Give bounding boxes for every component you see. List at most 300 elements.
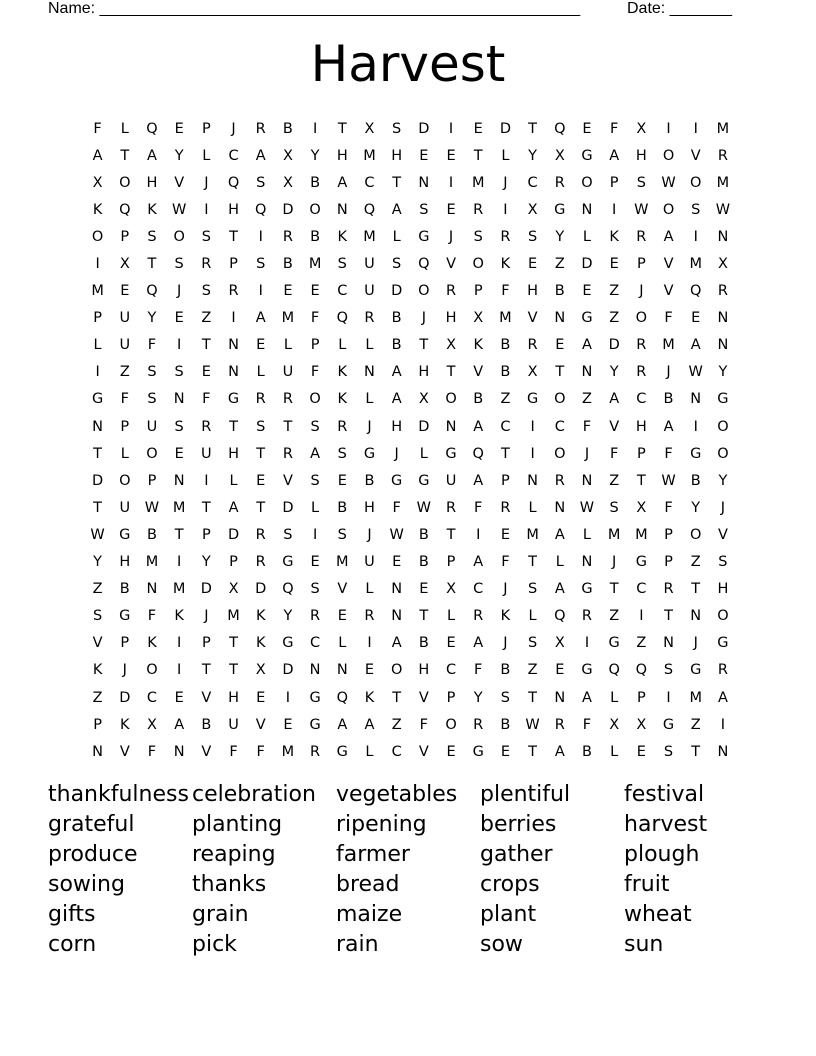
grid-letter[interactable]: I xyxy=(285,689,291,706)
grid-letter[interactable]: H xyxy=(418,364,430,381)
grid-letter[interactable]: N xyxy=(146,581,158,598)
grid-letter[interactable]: T xyxy=(392,689,402,706)
grid-letter[interactable]: F xyxy=(120,391,129,408)
grid-letter[interactable]: X xyxy=(636,120,647,137)
grid-letter[interactable]: N xyxy=(554,689,566,706)
grid-letter[interactable]: N xyxy=(717,228,729,245)
grid-letter[interactable]: Z xyxy=(500,391,511,408)
grid-letter[interactable]: H xyxy=(445,310,457,327)
grid-letter[interactable]: W xyxy=(661,174,676,191)
grid-letter[interactable]: B xyxy=(119,581,130,598)
grid-letter[interactable]: L xyxy=(311,499,320,516)
grid-letter[interactable]: K xyxy=(147,201,157,218)
grid-letter[interactable]: A xyxy=(690,337,701,354)
grid-letter[interactable]: F xyxy=(609,445,619,462)
grid-letter[interactable]: H xyxy=(391,147,403,164)
grid-letter[interactable]: T xyxy=(636,472,646,489)
grid-letter[interactable]: T xyxy=(446,364,456,381)
grid-letter[interactable]: A xyxy=(391,201,402,218)
grid-letter[interactable]: S xyxy=(419,201,429,218)
grid-letter[interactable]: B xyxy=(663,391,674,408)
grid-letter[interactable]: J xyxy=(394,445,399,462)
grid-letter[interactable]: N xyxy=(690,608,702,625)
grid-letter[interactable]: N xyxy=(445,418,457,435)
grid-letter[interactable]: J xyxy=(503,635,508,652)
grid-letter[interactable]: P xyxy=(120,418,130,435)
grid-letter[interactable]: F xyxy=(664,310,673,327)
grid-letter[interactable]: Z xyxy=(92,689,103,706)
grid-letter[interactable]: G xyxy=(690,445,702,462)
grid-letter[interactable]: F xyxy=(419,716,429,733)
grid-letter[interactable]: U xyxy=(364,554,375,571)
grid-letter[interactable]: S xyxy=(201,283,211,300)
grid-letter[interactable]: Q xyxy=(119,201,131,218)
grid-letter[interactable]: B xyxy=(500,337,511,354)
grid-letter[interactable]: B xyxy=(146,526,157,543)
grid-letter[interactable]: I xyxy=(448,174,454,191)
grid-letter[interactable]: D xyxy=(200,581,212,598)
grid-letter[interactable]: U xyxy=(228,716,239,733)
grid-letter[interactable]: X xyxy=(717,256,728,273)
grid-letter[interactable]: P xyxy=(229,256,238,273)
grid-letter[interactable]: E xyxy=(500,743,510,760)
grid-letter[interactable]: S xyxy=(718,554,728,571)
grid-letter[interactable]: W xyxy=(715,201,731,218)
grid-letter[interactable]: L xyxy=(283,337,292,354)
grid-letter[interactable]: W xyxy=(90,526,105,543)
grid-letter[interactable]: X xyxy=(636,499,647,516)
grid-letter[interactable]: P xyxy=(201,120,211,137)
grid-letter[interactable]: K xyxy=(337,364,348,381)
grid-letter[interactable]: I xyxy=(612,201,617,218)
grid-letter[interactable]: R xyxy=(554,174,565,191)
grid-letter[interactable]: G xyxy=(119,526,131,543)
grid-letter[interactable]: R xyxy=(717,147,728,164)
grid-letter[interactable]: A xyxy=(391,635,402,652)
grid-letter[interactable]: V xyxy=(201,689,212,706)
grid-letter[interactable]: R xyxy=(255,554,266,571)
grid-letter[interactable]: E xyxy=(473,120,483,137)
grid-letter[interactable]: L xyxy=(338,337,347,354)
grid-letter[interactable]: R xyxy=(201,418,212,435)
grid-letter[interactable]: R xyxy=(310,743,321,760)
grid-letter[interactable]: V xyxy=(527,310,538,327)
grid-letter[interactable]: U xyxy=(364,256,375,273)
grid-letter[interactable]: W xyxy=(579,499,595,516)
grid-letter[interactable]: F xyxy=(392,499,401,516)
grid-letter[interactable]: T xyxy=(691,743,701,760)
grid-letter[interactable]: S xyxy=(147,228,157,245)
grid-letter[interactable]: L xyxy=(446,608,456,625)
grid-letter[interactable]: G xyxy=(445,445,457,462)
grid-letter[interactable]: I xyxy=(204,472,209,489)
grid-letter[interactable]: G xyxy=(309,716,321,733)
grid-letter[interactable]: E xyxy=(419,581,429,598)
grid-letter[interactable]: O xyxy=(690,174,702,191)
grid-letter[interactable]: B xyxy=(310,228,321,245)
grid-letter[interactable]: A xyxy=(364,716,375,733)
grid-letter[interactable]: J xyxy=(639,283,644,300)
grid-letter[interactable]: Q xyxy=(635,662,648,679)
grid-letter[interactable]: T xyxy=(691,581,701,598)
grid-letter[interactable]: Z xyxy=(609,310,620,327)
grid-letter[interactable]: Q xyxy=(472,445,484,462)
grid-letter[interactable]: A xyxy=(310,445,321,462)
grid-letter[interactable]: L xyxy=(93,337,102,354)
grid-letter[interactable]: L xyxy=(610,743,619,760)
grid-letter[interactable]: Y xyxy=(718,472,728,489)
grid-letter[interactable]: C xyxy=(228,147,239,164)
name-field-label[interactable]: Name: ______________________________________________________ xyxy=(48,0,581,17)
grid-letter[interactable]: R xyxy=(636,364,647,381)
grid-letter[interactable]: N xyxy=(717,743,729,760)
grid-letter[interactable]: B xyxy=(690,472,701,489)
grid-letter[interactable]: P xyxy=(201,635,211,652)
grid-letter[interactable]: S xyxy=(310,581,320,598)
grid-letter[interactable]: F xyxy=(582,716,592,733)
grid-letter[interactable]: O xyxy=(717,445,729,462)
grid-letter[interactable]: H xyxy=(418,662,430,679)
grid-letter[interactable]: Z xyxy=(690,554,701,571)
grid-letter[interactable]: R xyxy=(527,337,538,354)
grid-letter[interactable]: N xyxy=(336,662,348,679)
grid-letter[interactable]: T xyxy=(201,337,211,354)
grid-letter[interactable]: O xyxy=(581,174,593,191)
grid-letter[interactable]: I xyxy=(476,526,481,543)
grid-letter[interactable]: O xyxy=(472,256,484,273)
grid-letter[interactable]: Q xyxy=(336,310,348,327)
grid-letter[interactable]: M xyxy=(145,554,159,571)
grid-letter[interactable]: N xyxy=(228,337,239,354)
grid-letter[interactable]: X xyxy=(92,174,103,191)
grid-letter[interactable]: F xyxy=(474,499,483,516)
grid-letter[interactable]: A xyxy=(92,147,103,164)
grid-letter[interactable]: K xyxy=(120,716,130,733)
grid-letter[interactable]: J xyxy=(204,174,209,191)
grid-letter[interactable]: K xyxy=(473,337,483,354)
grid-letter[interactable]: M xyxy=(281,310,295,327)
grid-letter[interactable]: N xyxy=(92,418,104,435)
grid-letter[interactable]: O xyxy=(119,174,131,191)
grid-letter[interactable]: E xyxy=(174,120,184,137)
grid-letter[interactable]: L xyxy=(338,635,347,652)
grid-letter[interactable]: A xyxy=(609,391,620,408)
grid-letter[interactable]: N xyxy=(228,364,239,381)
grid-letter[interactable]: C xyxy=(391,743,402,760)
grid-letter[interactable]: J xyxy=(666,364,671,381)
grid-letter[interactable]: X xyxy=(527,201,538,218)
grid-letter[interactable]: X xyxy=(255,662,266,679)
grid-letter[interactable]: T xyxy=(500,445,510,462)
grid-letter[interactable]: V xyxy=(663,283,674,300)
grid-letter[interactable]: J xyxy=(503,174,508,191)
grid-letter[interactable]: T xyxy=(664,608,673,625)
grid-letter[interactable]: K xyxy=(92,201,103,218)
grid-letter[interactable]: C xyxy=(473,581,484,598)
grid-letter[interactable]: M xyxy=(308,256,322,273)
grid-letter[interactable]: O xyxy=(554,391,566,408)
grid-letter[interactable]: X xyxy=(147,716,157,733)
grid-letter[interactable]: X xyxy=(446,581,456,598)
grid-letter[interactable]: R xyxy=(636,228,647,245)
grid-letter[interactable]: T xyxy=(283,418,293,435)
grid-letter[interactable]: N xyxy=(554,310,566,327)
grid-letter[interactable]: D xyxy=(499,120,511,137)
grid-letter[interactable]: S xyxy=(147,391,157,408)
grid-letter[interactable]: R xyxy=(554,472,565,489)
grid-letter[interactable]: R xyxy=(500,499,511,516)
grid-letter[interactable]: I xyxy=(177,337,182,354)
grid-letter[interactable]: S xyxy=(691,201,701,218)
grid-letter[interactable]: A xyxy=(663,418,674,435)
grid-letter[interactable]: U xyxy=(146,418,158,435)
grid-letter[interactable]: S xyxy=(201,228,211,245)
grid-letter[interactable]: N xyxy=(581,201,593,218)
grid-letter[interactable]: S xyxy=(174,364,184,381)
grid-letter[interactable]: X xyxy=(609,716,620,733)
grid-letter[interactable]: M xyxy=(716,120,730,137)
grid-letter[interactable]: Y xyxy=(174,147,184,164)
grid-letter[interactable]: G xyxy=(418,228,430,245)
grid-letter[interactable]: T xyxy=(229,418,238,435)
grid-letter[interactable]: I xyxy=(666,689,671,706)
grid-letter[interactable]: D xyxy=(282,499,294,516)
grid-letter[interactable]: G xyxy=(635,554,647,571)
grid-letter[interactable]: G xyxy=(391,472,403,489)
grid-letter[interactable]: G xyxy=(581,310,593,327)
grid-letter[interactable]: F xyxy=(147,743,157,760)
grid-letter[interactable]: K xyxy=(92,662,103,679)
grid-letter[interactable]: O xyxy=(390,662,403,679)
grid-letter[interactable]: I xyxy=(448,120,454,137)
grid-letter[interactable]: K xyxy=(364,689,375,706)
grid-letter[interactable]: W xyxy=(389,526,404,543)
grid-letter[interactable]: I xyxy=(584,635,590,652)
grid-letter[interactable]: V xyxy=(255,716,266,733)
grid-letter[interactable]: X xyxy=(636,716,647,733)
grid-letter[interactable]: F xyxy=(310,364,320,381)
grid-letter[interactable]: N xyxy=(418,174,430,191)
grid-letter[interactable]: X xyxy=(446,337,456,354)
grid-letter[interactable]: L xyxy=(610,689,619,706)
grid-letter[interactable]: C xyxy=(310,635,321,652)
grid-letter[interactable]: O xyxy=(119,472,131,489)
grid-letter[interactable]: A xyxy=(473,418,484,435)
grid-letter[interactable]: N xyxy=(173,472,185,489)
grid-letter[interactable]: J xyxy=(612,554,617,571)
grid-letter[interactable]: A xyxy=(337,716,348,733)
grid-letter[interactable]: I xyxy=(367,635,372,652)
grid-letter[interactable]: M xyxy=(172,499,186,516)
grid-letter[interactable]: G xyxy=(526,391,539,408)
grid-letter[interactable]: G xyxy=(581,147,593,164)
grid-letter[interactable]: I xyxy=(258,283,263,300)
grid-letter[interactable]: S xyxy=(527,581,538,598)
grid-letter[interactable]: P xyxy=(310,337,320,354)
grid-letter[interactable]: W xyxy=(661,472,676,489)
grid-letter[interactable]: X xyxy=(554,635,565,652)
grid-letter[interactable]: A xyxy=(473,554,484,571)
grid-letter[interactable]: L xyxy=(120,120,129,137)
grid-letter[interactable]: N xyxy=(717,337,729,354)
grid-letter[interactable]: L xyxy=(501,147,510,164)
grid-letter[interactable]: R xyxy=(255,526,266,543)
grid-letter[interactable]: S xyxy=(337,256,347,273)
grid-letter[interactable]: O xyxy=(662,147,675,164)
grid-letter[interactable]: V xyxy=(337,581,348,598)
grid-letter[interactable]: G xyxy=(91,391,104,408)
grid-letter[interactable]: S xyxy=(310,472,320,489)
grid-letter[interactable]: R xyxy=(473,201,484,218)
grid-letter[interactable]: Z xyxy=(119,364,130,381)
grid-letter[interactable]: J xyxy=(367,526,372,543)
grid-letter[interactable]: E xyxy=(256,337,266,354)
grid-letter[interactable]: D xyxy=(418,418,430,435)
grid-letter[interactable]: C xyxy=(146,689,158,706)
grid-letter[interactable]: H xyxy=(146,174,158,191)
grid-letter[interactable]: P xyxy=(446,689,456,706)
grid-letter[interactable]: F xyxy=(664,499,673,516)
grid-letter[interactable]: E xyxy=(174,445,184,462)
grid-letter[interactable]: T xyxy=(229,228,238,245)
grid-letter[interactable]: N xyxy=(527,472,539,489)
grid-letter[interactable]: T xyxy=(528,689,538,706)
grid-letter[interactable]: X xyxy=(282,147,293,164)
grid-letter[interactable]: V xyxy=(119,743,130,760)
grid-letter[interactable]: V xyxy=(92,635,103,652)
grid-letter[interactable]: Q xyxy=(146,283,158,300)
grid-letter[interactable]: M xyxy=(471,174,485,191)
date-field-label[interactable]: Date: _______ xyxy=(627,0,732,17)
grid-letter[interactable]: B xyxy=(391,310,402,327)
grid-letter[interactable]: H xyxy=(717,581,729,598)
grid-letter[interactable]: I xyxy=(693,120,698,137)
grid-letter[interactable]: E xyxy=(174,310,184,327)
grid-letter[interactable]: M xyxy=(91,283,104,300)
grid-letter[interactable]: A xyxy=(554,743,565,760)
grid-letter[interactable]: H xyxy=(364,499,375,516)
grid-letter[interactable]: R xyxy=(255,120,266,137)
grid-letter[interactable]: H xyxy=(635,147,647,164)
grid-letter[interactable]: G xyxy=(282,554,294,571)
grid-letter[interactable]: P xyxy=(201,526,211,543)
grid-letter[interactable]: N xyxy=(173,391,185,408)
grid-letter[interactable]: A xyxy=(717,689,728,706)
grid-letter[interactable]: F xyxy=(474,662,483,679)
grid-letter[interactable]: K xyxy=(147,635,157,652)
grid-letter[interactable]: W xyxy=(525,716,540,733)
grid-letter[interactable]: O xyxy=(91,228,104,245)
grid-letter[interactable]: V xyxy=(418,743,429,760)
grid-letter[interactable]: C xyxy=(364,174,375,191)
grid-letter[interactable]: A xyxy=(473,635,484,652)
grid-letter[interactable]: T xyxy=(201,499,211,516)
grid-letter[interactable]: Z xyxy=(527,662,538,679)
grid-letter[interactable]: T xyxy=(555,364,565,381)
grid-letter[interactable]: B xyxy=(500,364,511,381)
grid-letter[interactable]: G xyxy=(662,716,675,733)
grid-letter[interactable]: Q xyxy=(146,120,158,137)
grid-letter[interactable]: V xyxy=(690,147,701,164)
grid-letter[interactable]: S xyxy=(310,418,320,435)
grid-letter[interactable]: X xyxy=(364,120,375,137)
grid-letter[interactable]: P xyxy=(609,174,619,191)
grid-letter[interactable]: U xyxy=(445,472,457,489)
grid-letter[interactable]: R xyxy=(554,716,565,733)
grid-letter[interactable]: D xyxy=(282,201,294,218)
grid-letter[interactable]: F xyxy=(310,310,320,327)
grid-letter[interactable]: P xyxy=(664,526,673,543)
grid-letter[interactable]: I xyxy=(639,608,644,625)
grid-letter[interactable]: I xyxy=(177,554,182,571)
grid-letter[interactable]: E xyxy=(120,283,130,300)
grid-letter[interactable]: G xyxy=(363,445,376,462)
grid-letter[interactable]: P xyxy=(120,635,130,652)
grid-letter[interactable]: C xyxy=(527,174,538,191)
grid-letter[interactable]: M xyxy=(281,743,295,760)
grid-letter[interactable]: B xyxy=(310,174,321,191)
grid-letter[interactable]: R xyxy=(663,581,674,598)
grid-letter[interactable]: G xyxy=(472,743,484,760)
grid-letter[interactable]: G xyxy=(309,689,321,706)
grid-letter[interactable]: Y xyxy=(283,608,293,625)
grid-letter[interactable]: I xyxy=(693,228,698,245)
grid-letter[interactable]: A xyxy=(582,689,592,706)
grid-letter[interactable]: T xyxy=(201,662,211,679)
grid-letter[interactable]: B xyxy=(337,499,348,516)
grid-letter[interactable]: R xyxy=(255,391,266,408)
grid-letter[interactable]: K xyxy=(255,635,266,652)
grid-letter[interactable]: H xyxy=(228,201,239,218)
grid-letter[interactable]: E xyxy=(691,310,701,327)
grid-letter[interactable]: Q xyxy=(690,283,702,300)
grid-letter[interactable]: B xyxy=(201,716,212,733)
grid-letter[interactable]: T xyxy=(528,120,538,137)
grid-letter[interactable]: R xyxy=(364,608,375,625)
grid-letter[interactable]: Y xyxy=(201,554,211,571)
grid-letter[interactable]: I xyxy=(693,418,698,435)
grid-letter[interactable]: M xyxy=(635,526,648,543)
grid-letter[interactable]: Q xyxy=(554,120,566,137)
grid-letter[interactable]: Y xyxy=(718,364,728,381)
grid-letter[interactable]: I xyxy=(258,228,263,245)
grid-letter[interactable]: G xyxy=(581,581,593,598)
grid-letter[interactable]: L xyxy=(256,364,265,381)
grid-letter[interactable]: P xyxy=(636,689,646,706)
grid-letter[interactable]: Y xyxy=(93,554,103,571)
grid-letter[interactable]: R xyxy=(337,418,348,435)
grid-letter[interactable]: J xyxy=(720,499,726,516)
grid-letter[interactable]: T xyxy=(120,147,130,164)
grid-letter[interactable]: M xyxy=(363,228,376,245)
grid-letter[interactable]: N xyxy=(581,472,593,489)
grid-letter[interactable]: W xyxy=(688,364,703,381)
grid-letter[interactable]: E xyxy=(446,147,456,164)
grid-letter[interactable]: U xyxy=(119,310,131,327)
grid-letter[interactable]: O xyxy=(418,283,430,300)
grid-letter[interactable]: Q xyxy=(554,608,566,625)
grid-letter[interactable]: Z xyxy=(609,472,620,489)
grid-letter[interactable]: S xyxy=(174,256,184,273)
grid-letter[interactable]: F xyxy=(609,120,619,137)
grid-letter[interactable]: Z xyxy=(201,310,212,327)
grid-letter[interactable]: R xyxy=(473,716,484,733)
grid-letter[interactable]: X xyxy=(282,174,293,191)
grid-letter[interactable]: A xyxy=(663,228,674,245)
grid-letter[interactable]: Q xyxy=(418,256,430,273)
grid-letter[interactable]: J xyxy=(421,310,426,327)
grid-letter[interactable]: R xyxy=(310,608,321,625)
